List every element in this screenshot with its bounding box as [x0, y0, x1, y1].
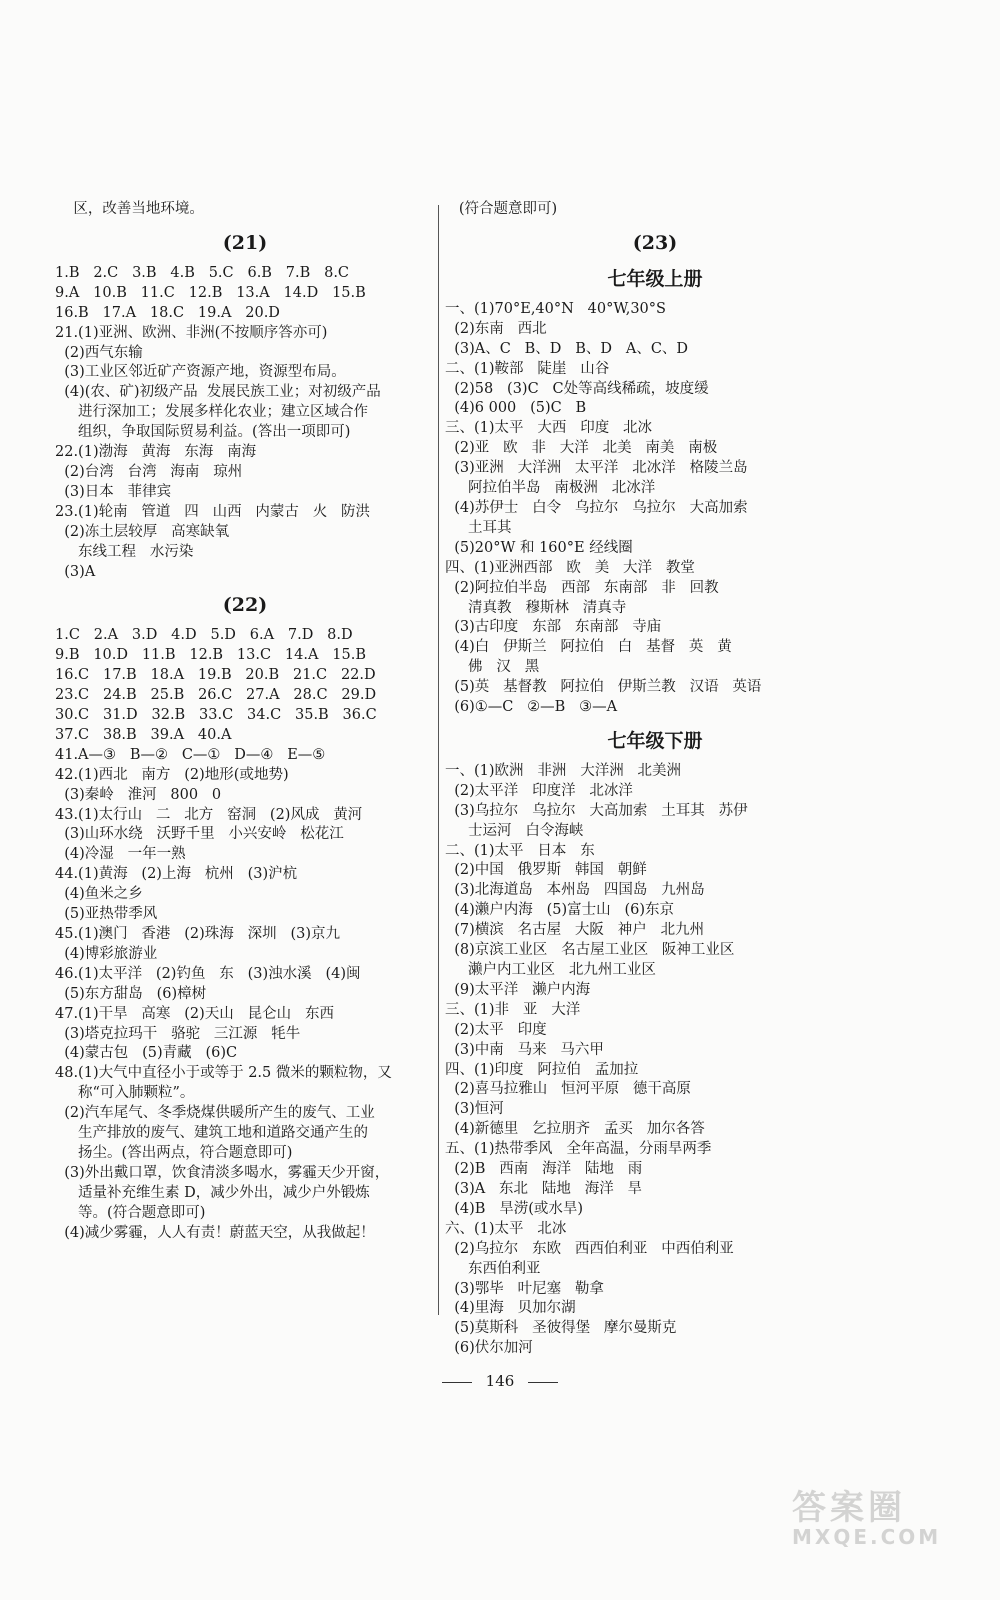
answer-line: 二、(1)鞍部 陡崖 山谷 — [445, 360, 610, 377]
answer-line: (3)古印度 东部 东南部 寺庙 — [445, 619, 662, 636]
watermark-title: 答案圈 — [792, 1488, 906, 1528]
answer-line: (4)蒙古包 (5)青藏 (6)C — [55, 1045, 238, 1062]
page-number-dash-right — [528, 1382, 558, 1383]
answer-line: 45.(1)澳门 香港 (2)珠海 深圳 (3)京九 — [55, 926, 340, 942]
answer-line: 适量补充维生素 D，减少外出，减少户外锻炼 — [55, 1184, 370, 1201]
answer-line: 37.C 38.B 39.A 40.A — [55, 726, 232, 743]
answer-line: (2)B 西南 海洋 陆地 雨 — [445, 1161, 643, 1178]
page-number-text: 146 — [485, 1372, 515, 1390]
answer-line: 43.(1)太行山 二 北方 窑洞 (2)风成 黄河 — [55, 806, 363, 823]
answer-line: 48.(1)大气中直径小于或等于 2.5 微米的颗粒物，又 — [55, 1065, 392, 1082]
answer-line: 三、(1)太平 大西 印度 北冰 — [445, 420, 653, 437]
answer-line: 扬尘。(答出两点，符合题意即可) — [55, 1144, 293, 1161]
answer-line: (7)横滨 名古屋 大阪 神户 北九州 — [445, 922, 705, 939]
answer-line: 三、(1)非 亚 大洋 — [445, 1001, 581, 1018]
answer-line: (2)汽车尾气、冬季烧煤供暖所产生的废气、工业 — [55, 1105, 375, 1122]
answer-line: 一、(1)70°E,40°N 40°W,30°S — [445, 300, 666, 317]
answer-line: 土耳其 — [445, 519, 512, 536]
section-heading: (21) — [222, 231, 268, 254]
answer-line: 二、(1)太平 日本 东 — [445, 842, 595, 859]
right-column — [445, 200, 865, 1359]
watermark-url: MXQE.COM — [792, 1525, 942, 1549]
answer-line: (8)京滨工业区 名古屋工业区 阪神工业区 — [445, 942, 735, 959]
answer-line: 21.(1)亚洲、欧洲、非洲(不按顺序答亦可) — [55, 324, 328, 341]
answer-line: (2)西气东输 — [55, 344, 143, 361]
answer-line: (3)A — [55, 563, 96, 580]
answer-line: (4)博彩旅游业 — [55, 945, 158, 962]
answer-line: (3)北海道岛 本州岛 四国岛 九州岛 — [445, 882, 705, 899]
answer-line: 41.A—③ B—② C—① D—④ E—⑤ — [55, 746, 326, 763]
answer-line: 四、(1)印度 阿拉伯 孟加拉 — [445, 1061, 639, 1078]
answer-line: (2)东南 西北 — [445, 320, 547, 337]
answer-line: 生产排放的废气、建筑工地和道路交通产生的 — [55, 1125, 369, 1142]
answer-line: (4)鱼米之乡 — [55, 886, 143, 903]
answer-line: 等。(符合题意即可) — [55, 1204, 206, 1221]
answer-line: (3)日本 菲律宾 — [55, 483, 172, 500]
answer-line: (2)冻土层较厚 高寒缺氧 — [55, 523, 230, 540]
answer-line: 东西伯利亚 — [445, 1260, 541, 1277]
answer-line: 23.C 24.B 25.B 26.C 27.A 28.C 29.D — [55, 687, 377, 704]
left-column — [55, 200, 435, 1244]
answer-line: (3)鄂毕 叶尼塞 勒拿 — [445, 1280, 604, 1297]
answer-line: (3)亚洲 大洋洲 太平洋 北冰洋 格陵兰岛 — [445, 460, 748, 477]
section-heading: 七年级下册 — [607, 729, 703, 752]
answer-line: (3)工业区邻近矿产资源产地，资源型布局。 — [55, 364, 346, 381]
answer-line: 阿拉伯半岛 南极洲 北冰洋 — [445, 480, 656, 497]
answer-line: (4)6 000 (5)C B — [445, 400, 587, 417]
answer-line: 称“可入肺颗粒”。 — [55, 1085, 195, 1102]
answer-line: 9.B 10.D 11.B 12.B 13.C 14.A 15.B — [55, 647, 366, 664]
answer-line: 44.(1)黄海 (2)上海 杭州 (3)沪杭 — [55, 866, 298, 883]
answer-line: 1.C 2.A 3.D 4.D 5.D 6.A 7.D 8.D — [55, 627, 353, 644]
answer-line: (2)亚 欧 非 大洋 北美 南美 南极 — [445, 440, 718, 457]
answer-line: 22.(1)渤海 黄海 东海 南海 — [55, 444, 257, 461]
section-heading: (22) — [222, 594, 268, 617]
answer-line: (2)台湾 台湾 海南 琼州 — [55, 463, 243, 480]
answer-line: (5)20°W 和 160°E 经线圈 — [445, 539, 633, 556]
answer-line: 16.B 17.A 18.C 19.A 20.D — [55, 304, 280, 321]
answer-line: 23.(1)轮南 管道 四 山西 内蒙古 火 防洪 — [55, 503, 371, 520]
answer-line: 六、(1)太平 北冰 — [445, 1220, 567, 1237]
answer-line: (4)B 旱涝(或水旱) — [445, 1200, 584, 1217]
answer-line: 五、(1)热带季风 全年高温，分雨旱两季 — [445, 1141, 712, 1158]
answer-line: (5)东方甜岛 (6)樟树 — [55, 985, 207, 1002]
answer-line: (2)喜马拉雅山 恒河平原 德干高原 — [445, 1081, 691, 1098]
answer-line: (4)苏伊士 白令 乌拉尔 乌拉尔 大高加索 — [445, 499, 748, 516]
answer-line: 一、(1)欧洲 非洲 大洋洲 北美洲 — [445, 762, 682, 779]
answer-line: 佛 汉 黑 — [445, 659, 540, 676]
answer-line: 濑户内工业区 北九州工业区 — [445, 962, 656, 978]
answer-line: 47.(1)干旱 高寒 (2)天山 昆仑山 东西 — [55, 1005, 334, 1022]
answer-line: (2)中国 俄罗斯 韩国 朝鲜 — [445, 862, 647, 879]
answer-line: (9)太平洋 濑户内海 — [445, 981, 591, 998]
answer-line: (5)英 基督教 阿拉伯 伊斯兰教 汉语 英语 — [445, 679, 762, 696]
answer-line: (4)里海 贝加尔湖 — [445, 1300, 576, 1317]
answer-line: 42.(1)西北 南方 (2)地形(或地势) — [55, 766, 289, 783]
answer-line: (3)塔克拉玛干 骆驼 三江源 牦牛 — [55, 1025, 301, 1042]
answer-line: 46.(1)太平洋 (2)钓鱼 东 (3)浊水溪 (4)闽 — [55, 965, 361, 982]
answer-line: (3)恒河 — [445, 1101, 504, 1118]
answer-line: (5)亚热带季风 — [55, 906, 158, 923]
answer-line: (4)濑户内海 (5)富士山 (6)东京 — [445, 902, 674, 919]
answer-line: (4)减少雾霾，人人有责！蔚蓝天空，从我做起！ — [55, 1224, 375, 1241]
answer-line: (2)阿拉伯半岛 西部 东南部 非 回教 — [445, 579, 719, 596]
watermark-logo — [792, 1480, 972, 1560]
answer-line: (2)乌拉尔 东欧 西西伯利亚 中西伯利亚 — [445, 1240, 734, 1257]
answer-line: 组织，争取国际贸易利益。(答出一项即可) — [55, 424, 351, 441]
page-number — [0, 1372, 1000, 1390]
answer-line: (3)外出戴口罩，饮食清淡多喝水，雾霾天少开窗， — [55, 1164, 390, 1181]
answer-line: (4)冷湿 一年一熟 — [55, 846, 186, 863]
answer-line: (3)A、C B、D B、D A、C、D — [445, 340, 689, 357]
answer-line: 清真教 穆斯林 清真寺 — [445, 599, 627, 616]
answer-line: (4)新德里 乞拉朋齐 孟买 加尔各答 — [445, 1121, 705, 1138]
answer-line: (3)山环水绕 沃野千里 小兴安岭 松花江 — [55, 826, 344, 843]
answer-line: 30.C 31.D 32.B 33.C 34.C 35.B 36.C — [55, 707, 377, 724]
answer-line: (3)A 东北 陆地 海洋 旱 — [445, 1180, 643, 1197]
answer-line: (2)58 (3)C C处等高线稀疏，坡度缓 — [445, 380, 709, 397]
answer-line: (4)(农、矿)初级产品 发展民族工业；对初级产品 — [55, 384, 381, 401]
answer-line: (3)中南 马来 马六甲 — [445, 1041, 604, 1058]
page-number-dash-left — [442, 1382, 472, 1383]
answer-line: 进行深加工；发展多样化农业；建立区域合作 — [55, 404, 369, 421]
answer-line: (4)白 伊斯兰 阿拉伯 白 基督 英 黄 — [445, 639, 732, 656]
answer-line: 16.C 17.B 18.A 19.B 20.B 21.C 22.D — [55, 667, 376, 684]
answer-line: (5)莫斯科 圣彼得堡 摩尔曼斯克 — [445, 1320, 677, 1337]
answer-line: (3)秦岭 淮河 800 0 — [55, 786, 222, 803]
answer-line: 四、(1)亚洲西部 欧 美 大洋 教堂 — [445, 559, 695, 576]
answer-line: 1.B 2.C 3.B 4.B 5.C 6.B 7.B 8.C — [55, 264, 350, 281]
answer-line: (6)伏尔加河 — [445, 1340, 533, 1357]
answer-line: (2)太平 印度 — [445, 1021, 547, 1038]
column-divider — [438, 205, 439, 1315]
answer-line: (3)乌拉尔 乌拉尔 大高加索 土耳其 苏伊 — [445, 802, 748, 819]
answer-line: 东线工程 水污染 — [55, 543, 194, 560]
answer-line: 士运河 白令海峡 — [445, 822, 584, 839]
answer-line: 区，改善当地环境。 — [55, 201, 204, 217]
answer-line: (符合题意即可) — [445, 201, 558, 217]
section-heading: 七年级上册 — [607, 267, 703, 290]
answer-line: (6)①—C ②—B ③—A — [445, 699, 618, 716]
section-heading: (23) — [632, 231, 678, 254]
answer-line: 9.A 10.B 11.C 12.B 13.A 14.D 15.B — [55, 284, 366, 301]
answer-line: (2)太平洋 印度洋 北冰洋 — [445, 782, 633, 799]
